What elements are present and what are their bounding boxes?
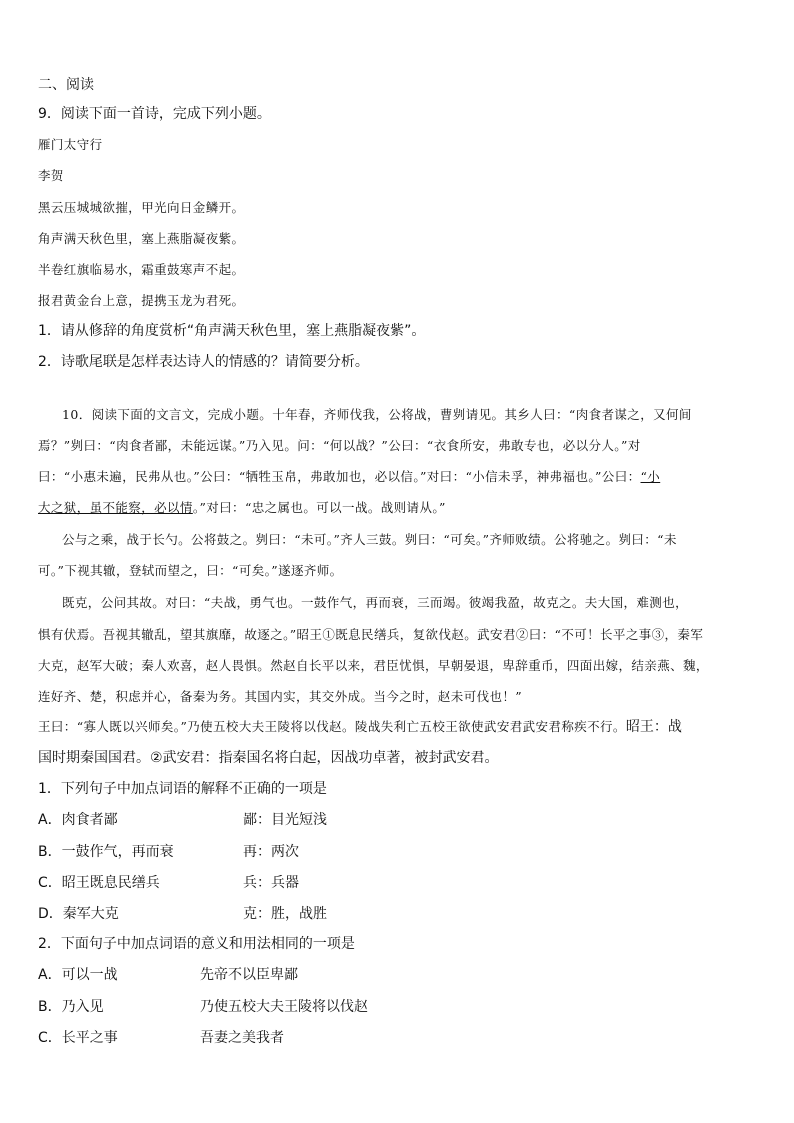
poem-line: 角声满天秋色里，塞上燕脂凝夜紫。 [38,231,245,246]
poem-title: 雁门太守行 [38,137,103,152]
poet-name: 李贺 [38,168,64,183]
q9-prompt: 9．阅读下面一首诗，完成下列小题。 [38,106,271,122]
q9-sub1: 1．请从修辞的角度赏析“角声满天秋色里，塞上燕脂凝夜紫”。 [38,323,426,339]
q10-sub1-option-b: B．一鼓作气，再而衰 [38,844,174,860]
underlined-text: 大之狱，虽不能察，必以情 [38,500,193,515]
q10-sub1-option-a-explain: 鄙：目光短浅 [243,812,327,828]
poem-line: 黑云压城城欲摧，甲光向日金鳞开。 [38,200,245,215]
q10-sub2-option-c-explain: 吾妻之美我者 [200,1030,284,1046]
q10-sub2-option-c: C．长平之事 [38,1030,118,1046]
q10-sub1-option-b-explain: 再：两次 [243,844,299,860]
poem-line: 报君黄金台上意，提携玉龙为君死。 [38,293,245,308]
q10-sub1-option-d: D．秦军大克 [38,906,119,922]
q10-paragraph-1-line [38,468,660,486]
q10-sub1-option-c: C．昭王既息民缮兵 [38,875,160,891]
q10-sub1-option-d-explain: 克：胜，战胜 [243,906,327,922]
poem-line: 半卷红旗临易水，霜重鼓寒声不起。 [38,262,245,277]
q10-text: 曰：“小惠未遍，民弗从也。”公曰：“牺牲玉帛，弗敢加也，必以信。”对曰：“小信未孚，神弗福也。”公曰： [38,469,641,484]
q10-paragraph-2-line: 公与之乘，战于长勺。公将鼓之。刿曰：“未可。”齐人三鼓。刿曰：“可矣。”齐师败绩。公将驰之。刿曰：“未 [62,532,677,547]
underlined-text: “小 [640,469,661,484]
q10-sub2-option-b-explain: 乃使五校大夫王陵将以伐赵 [200,999,368,1015]
q10-paragraph-1-line: 焉？”刿曰：“肉食者鄙，未能远谋。”乃入见。问：“何以战？”公曰：“衣食所安，弗敢专也，必以分人。”对 [38,438,641,453]
q10-paragraph-3-line: 既克，公问其故。对曰：“夫战，勇气也。一鼓作气，再而衰，三而竭。彼竭我盈，故克之。夫大国，难测也， [62,595,688,610]
q10-sub2-option-a-explain: 先帝不以臣卑鄙 [200,967,298,983]
q10-paragraph-3-line: 连好齐、楚，积虑并心，备秦为务。其国内实，其交外成。当今之时，赵未可伐也！” [38,689,523,704]
q10-paragraph-3-line: 惧有伏焉。吾视其辙乱，望其旗靡，故逐之。”昭王①既息民缮兵，复欲伐赵。武安君②曰：“不可！长平之事③，秦军 [38,627,704,642]
q10-paragraph-1-line: 10．阅读下面的文言文，完成小题。十年春，齐师伐我，公将战，曹刿请见。其乡人曰：“肉食者谋之，又何间 [62,407,692,422]
q10-paragraph-1-line [38,499,446,517]
q10-text: 王曰：“寡人既以兴师矣。”乃使五校大夫王陵将以伐赵。陵战失利亡五校王欲使武安君武安君称疾不行。 [38,719,626,734]
q10-paragraph-3-line: 大克，赵军大破；秦人欢喜，赵人畏惧。然赵自长平以来，君臣忧惧，早朝晏退，卑辞重币，四面出嫁，结亲燕、魏， [38,658,709,673]
q10-sub1-prompt: 1．下列句子中加点词语的解释不正确的一项是 [38,781,327,797]
q10-sub1-option-c-explain: 兵：兵器 [243,875,299,891]
footnote-text: 昭王：战 [625,719,682,735]
q10-footnote-line: 国时期秦国国君。②武安君：指秦国名将白起，因战功卓著，被封武安君。 [38,750,499,766]
q10-paragraph-4-line [38,718,682,736]
q10-sub1-option-a: A．肉食者鄙 [38,812,118,828]
q10-sub2-option-b: B．乃入见 [38,999,104,1015]
q10-sub2-option-a: A．可以一战 [38,967,118,983]
q10-text: 。”对曰：“忠之属也。可以一战。战则请从。” [192,500,446,515]
section-heading: 二、阅读 [38,77,94,93]
q10-paragraph-2-line: 可。”下视其辙，登轼而望之，曰：“可矣。”遂逐齐师。 [38,563,343,578]
q9-sub2: 2．诗歌尾联是怎样表达诗人的情感的？请简要分析。 [38,354,369,370]
q10-sub2-prompt: 2．下面句子中加点词语的意义和用法相同的一项是 [38,936,355,952]
